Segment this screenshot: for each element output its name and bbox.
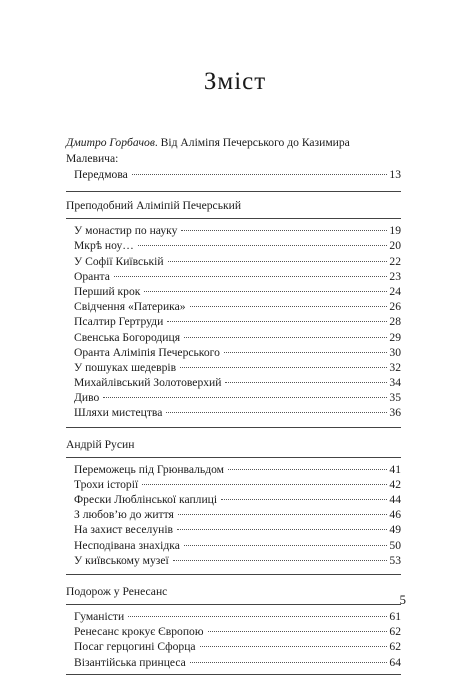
section-entries (66, 462, 401, 568)
toc-entry[interactable] (66, 655, 401, 670)
toc-entry[interactable] (66, 609, 401, 624)
toc-entry[interactable] (66, 299, 401, 314)
toc-entry-label: Гуманісти (74, 609, 125, 623)
toc-entry-label: Оранта (74, 269, 110, 283)
toc-entry-page: 49 (389, 523, 401, 537)
toc-entry[interactable] (66, 284, 401, 299)
toc-entry-page: 22 (389, 254, 401, 268)
dot-leader (184, 337, 387, 338)
toc-entry[interactable] (66, 405, 401, 420)
toc-entry[interactable] (66, 269, 401, 284)
toc-entry-page: 35 (389, 391, 401, 405)
toc-entry[interactable] (66, 462, 401, 477)
toc-entry[interactable] (66, 553, 401, 568)
toc-entry-label: Фрески Люблінської каплиці (74, 493, 218, 506)
toc-entry-page: 20 (389, 239, 401, 253)
dot-leader (173, 560, 387, 561)
toc-entry[interactable] (66, 624, 401, 639)
dot-leader (128, 616, 387, 617)
toc-entry[interactable] (66, 360, 401, 375)
section-heading: Андрій Русин (66, 437, 135, 451)
dot-leader (167, 321, 387, 322)
toc-entry-label: Несподівана знахідка (74, 538, 180, 552)
section-entries (66, 609, 401, 670)
toc-entry[interactable] (66, 167, 401, 182)
toc-entry-label: Диво (74, 391, 100, 405)
toc-entry-page: 44 (389, 493, 401, 506)
toc-entry-page: 53 (389, 553, 401, 567)
toc-entry-label: Михайлівський Золотоверхий (74, 376, 222, 390)
toc-entry-label: З любов’ю до життя (74, 508, 174, 522)
toc-entry-label: Псалтир Гертруди (74, 315, 164, 329)
toc-entry-label: Шляхи мистецтва (74, 406, 163, 420)
toc-entry-label: Посаг герцогині Сфорца (74, 640, 196, 654)
page-number: 5 (399, 592, 406, 607)
toc-entry[interactable] (66, 390, 401, 405)
toc-entry-page: 32 (389, 360, 401, 374)
toc-entry-page: 62 (389, 640, 401, 654)
dot-leader (221, 499, 387, 500)
toc-entry-page: 34 (389, 376, 401, 390)
section-divider (66, 191, 401, 192)
toc-entry-page: 61 (389, 609, 401, 623)
dot-leader (166, 412, 387, 413)
dot-leader (114, 276, 387, 277)
section-entries (66, 223, 401, 420)
page-title: Зміст (203, 68, 267, 95)
dot-leader (190, 662, 387, 663)
toc-lead-entry (66, 135, 401, 167)
dot-leader (181, 230, 387, 231)
toc-entry-page: 29 (389, 330, 401, 344)
toc-entry-page: 46 (389, 508, 401, 522)
dot-leader (184, 545, 387, 546)
toc-entry-page: 28 (389, 315, 401, 329)
toc-entry-label: На захист веселунів (74, 523, 174, 537)
toc-entry[interactable] (66, 639, 401, 654)
toc-entry-page: 23 (389, 269, 401, 283)
toc-entry-page: 62 (389, 625, 401, 639)
toc-entry-label: Візантійська принцеса (74, 655, 186, 669)
toc-entry[interactable] (66, 522, 401, 537)
toc-entry-page: 64 (389, 655, 401, 669)
dot-leader (178, 514, 387, 515)
toc-entry[interactable] (66, 477, 401, 492)
toc-entry-page: 42 (389, 477, 401, 491)
toc-entry-page: 19 (389, 224, 401, 238)
toc-entry-label: У пошуках шедеврів (74, 360, 177, 374)
toc-entry-label: Передмова (74, 168, 128, 181)
toc-entry-page: 26 (389, 300, 401, 314)
toc-entry-page: 13 (389, 168, 401, 181)
toc-entry-label: Свенська Богородиця (74, 330, 181, 344)
toc-entry-label: Ренесанс крокує Європою (74, 625, 204, 639)
toc-entry-page: 36 (389, 406, 401, 420)
dot-leader (138, 245, 387, 246)
toc-entry[interactable] (66, 223, 401, 238)
toc-entry-label: У Софії Київській (74, 254, 164, 268)
toc-entry-label: Трохи історії (74, 477, 139, 491)
section-heading: Подорож у Ренесанс (66, 584, 168, 598)
dot-leader (132, 174, 387, 175)
dot-leader (168, 261, 387, 262)
dot-leader (225, 382, 387, 383)
dot-leader (224, 352, 387, 353)
toc-entry-label: У київському музеї (74, 553, 169, 567)
toc-entry[interactable] (66, 345, 401, 360)
section-divider (66, 604, 401, 605)
lead-title: . Від Аліміпя Печерського до Казимира Малевича: (66, 136, 350, 165)
toc-entry[interactable] (66, 330, 401, 345)
toc-entry-page: 30 (389, 345, 401, 359)
section-divider (66, 218, 401, 219)
toc-entry-label: Свідчення «Патерика» (74, 300, 186, 314)
toc-entry[interactable] (66, 254, 401, 269)
dot-leader (190, 306, 387, 307)
dot-leader (103, 397, 387, 398)
toc-entry-page: 41 (389, 462, 401, 476)
section-divider (66, 427, 401, 428)
toc-entry-label: Мкрѣ ноу… (74, 239, 134, 253)
toc-entry-label: У монастир по науку (74, 224, 178, 238)
dot-leader (142, 484, 387, 485)
dot-leader (200, 646, 387, 647)
toc-entry[interactable] (66, 238, 401, 253)
section-divider (66, 574, 401, 575)
toc-entry-label: Переможець під Грюнвальдом (74, 462, 225, 476)
section-divider (66, 457, 401, 458)
toc-entry-label: Оранта Аліміпія Печерського (74, 345, 220, 359)
dot-leader (144, 291, 387, 292)
toc-entry-page: 50 (389, 538, 401, 552)
toc-entry[interactable] (66, 314, 401, 329)
table-of-contents (66, 135, 401, 675)
toc-entry[interactable] (66, 538, 401, 553)
toc-entry[interactable] (66, 507, 401, 522)
toc-entry[interactable] (66, 375, 401, 390)
dot-leader (228, 469, 387, 470)
dot-leader (177, 529, 387, 530)
section-heading: Преподобний Аліміпій Печерський (66, 199, 242, 213)
lead-author: Дмитро Горбачов (66, 136, 155, 149)
dot-leader (180, 367, 387, 368)
toc-entry[interactable] (66, 492, 401, 507)
dot-leader (208, 631, 387, 632)
toc-entry-page: 24 (389, 284, 401, 298)
toc-entry-label: Перший крок (74, 284, 141, 298)
